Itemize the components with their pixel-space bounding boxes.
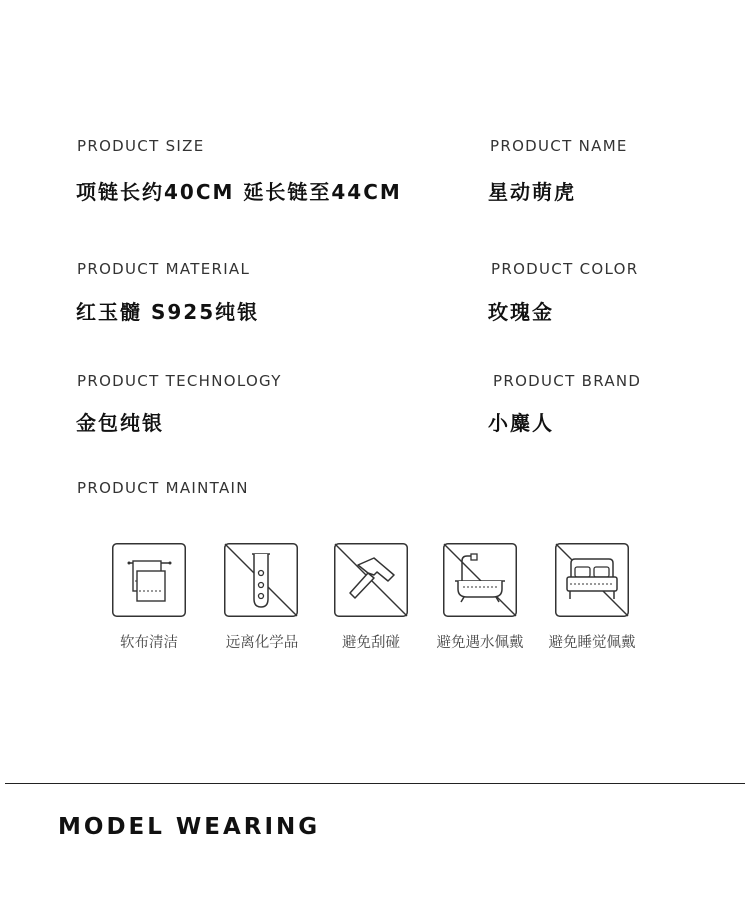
size-label: PRODUCT SIZE	[77, 137, 205, 155]
size-value: 项链长约40CM 延长链至44CM	[76, 180, 402, 204]
section-divider	[5, 783, 745, 784]
care-label-water: 避免遇水佩戴	[436, 635, 524, 651]
care-label-sleep: 避免睡觉佩戴	[548, 635, 636, 651]
material-value: 红玉髓 S925纯银	[76, 300, 260, 324]
technology-value: 金包纯银	[76, 411, 164, 435]
brand-value: 小麋人	[488, 411, 554, 435]
bed-icon	[555, 543, 629, 617]
technology-label: PRODUCT TECHNOLOGY	[77, 372, 282, 390]
name-value: 星动萌虎	[488, 180, 576, 204]
care-label-scratch: 避免刮碰	[342, 635, 400, 651]
brand-label: PRODUCT BRAND	[493, 372, 642, 390]
name-label: PRODUCT NAME	[490, 137, 628, 155]
color-value: 玫瑰金	[488, 300, 554, 324]
model-wearing-title: MODEL WEARING	[58, 814, 321, 840]
test-tube-icon	[224, 543, 298, 617]
care-label-cloth: 软布清洁	[120, 635, 178, 651]
maintain-label: PRODUCT MAINTAIN	[77, 479, 249, 497]
material-label: PRODUCT MATERIAL	[77, 260, 251, 278]
care-label-chemicals: 远离化学品	[225, 635, 299, 651]
color-label: PRODUCT COLOR	[491, 260, 639, 278]
towel-icon	[112, 543, 186, 617]
bathtub-icon	[443, 543, 517, 617]
hammer-icon	[334, 543, 408, 617]
